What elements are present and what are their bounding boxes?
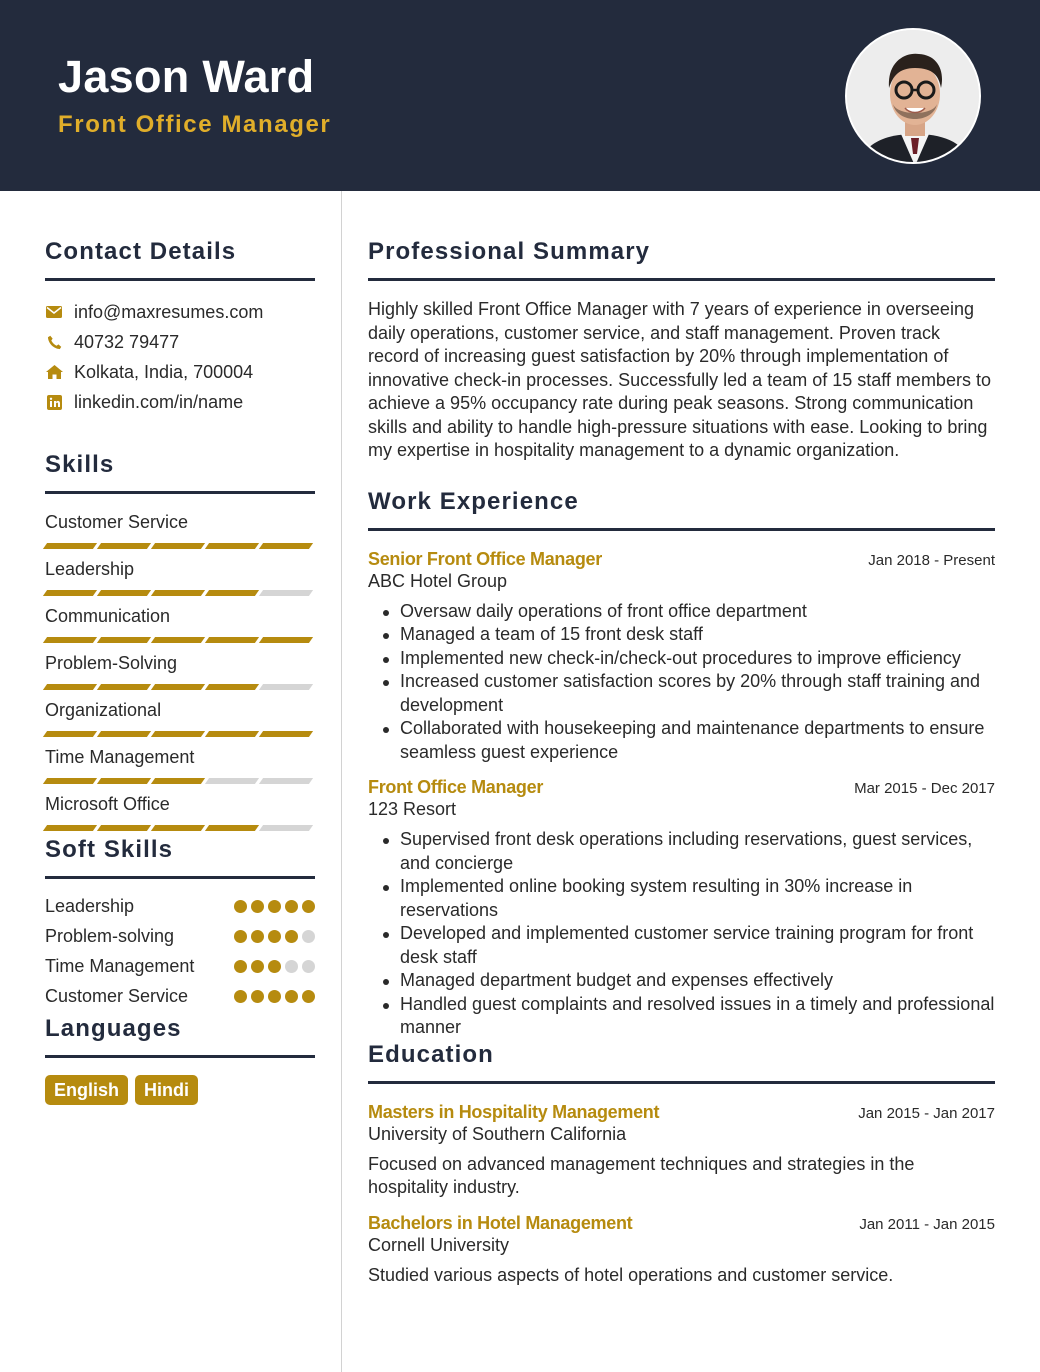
envelope-icon — [45, 303, 63, 321]
language-badge: English — [45, 1075, 128, 1105]
skill-level-segment — [97, 543, 151, 549]
languages-section — [45, 1014, 315, 1105]
skill-level-segment — [205, 637, 259, 643]
job-bullet: Implemented online booking system resulting in 30% increase in reservations — [368, 875, 995, 922]
skill-level-segment — [259, 825, 313, 831]
skill-level-segment — [151, 637, 205, 643]
section-rule — [45, 278, 315, 281]
skill-level-segment — [259, 590, 313, 596]
skill-item — [45, 558, 315, 596]
contact-email-text: info@maxresumes.com — [74, 301, 264, 322]
soft-skill-name: Customer Service — [45, 986, 189, 1006]
skill-level-segment — [259, 731, 313, 737]
soft-skills-heading: Soft Skills — [45, 836, 174, 863]
education-date: Jan 2011 - Jan 2015 — [859, 1215, 995, 1233]
skill-level-bar — [45, 731, 315, 737]
skills-heading: Skills — [45, 451, 115, 478]
soft-skill-rating — [230, 930, 315, 943]
job-date: Mar 2015 - Dec 2017 — [854, 780, 995, 797]
skills-section — [45, 450, 315, 831]
skill-level-segment — [97, 590, 151, 596]
skill-level-segment — [259, 684, 313, 690]
section-rule — [45, 491, 315, 494]
skill-item — [45, 511, 315, 549]
soft-skill-item — [45, 925, 315, 948]
summary-section — [368, 237, 995, 463]
job-bullet: Managed department budget and expenses effectively — [368, 969, 995, 993]
skill-level-segment — [97, 684, 151, 690]
contact-email[interactable] — [45, 297, 315, 327]
rating-dot — [268, 900, 281, 913]
summary-text: Highly skilled Front Office Manager with 7 years of experience in overseeing daily operations, customer service, and staff management. Proven track record of increasing guest satisfaction by 20% through implementation of innovative check-in processes. Successfully led a team of 15 staff members to achieve a 95% occupancy rate during peak seasons. Strong communication skills and ability to handle high-pressure situations with ease. Looking to bring my expertise in hospitality management to a dynamic organization. — [368, 299, 991, 460]
job-bullet: Supervised front desk operations including reservations, guest services, and concierge — [368, 828, 995, 875]
skill-level-bar — [45, 543, 315, 549]
skill-name: Organizational — [45, 700, 162, 720]
skill-level-bar — [45, 778, 315, 784]
job-role: Senior Front Office Manager — [368, 548, 602, 569]
rating-dot — [268, 990, 281, 1003]
contact-phone-text: 40732 79477 — [74, 331, 180, 352]
skill-item — [45, 652, 315, 690]
experience-section — [368, 487, 995, 1040]
soft-skill-name: Leadership — [45, 896, 135, 916]
skill-level-segment — [151, 731, 205, 737]
rating-dot — [268, 930, 281, 943]
skill-name: Time Management — [45, 747, 195, 767]
skill-level-segment — [205, 825, 259, 831]
rating-dot — [302, 900, 315, 913]
skill-level-segment — [43, 543, 97, 549]
skill-level-segment — [205, 778, 259, 784]
education-description: Studied various aspects of hotel operations and customer service. — [368, 1264, 894, 1285]
rating-dot — [234, 960, 247, 973]
rating-dot — [251, 930, 264, 943]
job-entry — [368, 776, 995, 1040]
job-entry — [368, 548, 995, 765]
job-bullet: Collaborated with housekeeping and maintenance departments to ensure seamless guest experience — [368, 717, 995, 764]
job-bullet: Developed and implemented customer service training program for front desk staff — [368, 922, 995, 969]
skill-level-segment — [97, 637, 151, 643]
job-bullet: Managed a team of 15 front desk staff — [368, 623, 995, 647]
soft-skill-rating — [230, 990, 315, 1003]
skill-level-segment — [205, 543, 259, 549]
summary-heading: Professional Summary — [368, 238, 651, 265]
job-header — [368, 776, 995, 798]
skill-level-segment — [259, 778, 313, 784]
contact-heading: Contact Details — [45, 238, 237, 265]
skill-level-segment — [151, 825, 205, 831]
job-bullet: Oversaw daily operations of front office department — [368, 600, 995, 624]
job-bullet: Implemented new check-in/check-out procedures to improve efficiency — [368, 647, 995, 671]
rating-dot — [285, 990, 298, 1003]
contact-linkedin-text: linkedin.com/in/name — [74, 391, 244, 412]
skill-level-segment — [43, 825, 97, 831]
soft-skill-rating — [230, 900, 315, 913]
skill-level-segment — [205, 684, 259, 690]
language-badge: Hindi — [135, 1075, 198, 1105]
skill-name: Communication — [45, 606, 171, 626]
job-role: Front Office Manager — [368, 777, 544, 797]
skill-level-segment — [97, 731, 151, 737]
phone-icon — [45, 333, 63, 351]
rating-dot — [285, 960, 298, 973]
rating-dot — [285, 900, 298, 913]
skill-level-segment — [205, 731, 259, 737]
job-bullet: Handled guest complaints and resolved issues in a timely and professional manner — [368, 993, 995, 1040]
skill-level-bar — [45, 590, 315, 596]
contact-linkedin[interactable] — [45, 387, 315, 417]
education-header — [368, 1212, 995, 1234]
soft-skill-item — [45, 895, 315, 918]
education-entry — [368, 1212, 995, 1288]
section-rule — [45, 1055, 315, 1058]
soft-skill-item — [45, 955, 315, 978]
section-rule — [368, 1081, 995, 1084]
skill-level-segment — [43, 637, 97, 643]
education-degree: Masters in Hospitality Management — [368, 1101, 660, 1122]
job-header — [368, 548, 995, 570]
skill-level-segment — [43, 778, 97, 784]
skill-level-segment — [259, 543, 313, 549]
contact-address-text: Kolkata, India, 700004 — [74, 361, 254, 382]
skill-level-segment — [259, 637, 313, 643]
skill-level-segment — [43, 684, 97, 690]
sidebar — [45, 191, 315, 1105]
rating-dot — [268, 960, 281, 973]
resume-header — [0, 0, 1040, 191]
education-degree: Bachelors in Hotel Management — [368, 1212, 633, 1233]
contact-phone[interactable] — [45, 327, 315, 357]
skill-level-segment — [151, 543, 205, 549]
contact-section — [45, 237, 315, 417]
education-school: Cornell University — [368, 1234, 510, 1255]
rating-dot — [251, 960, 264, 973]
soft-skills-section — [45, 835, 315, 1008]
skill-level-segment — [43, 590, 97, 596]
soft-skill-item — [45, 985, 315, 1008]
skill-name: Microsoft Office — [45, 794, 170, 814]
section-rule — [368, 278, 995, 281]
skill-level-segment — [97, 778, 151, 784]
skill-level-bar — [45, 637, 315, 643]
job-date: Jan 2018 - Present — [868, 551, 995, 569]
skill-item — [45, 699, 315, 737]
job-company: 123 Resort — [368, 799, 457, 819]
skill-name: Customer Service — [45, 512, 189, 532]
skill-level-segment — [151, 590, 205, 596]
profile-photo — [845, 28, 981, 164]
education-section — [368, 1040, 995, 1288]
education-entry — [368, 1101, 995, 1200]
rating-dot — [302, 990, 315, 1003]
skill-item — [45, 605, 315, 643]
rating-dot — [302, 960, 315, 973]
rating-dot — [251, 900, 264, 913]
education-description: Focused on advanced management techniques and strategies in the hospitality industry. — [368, 1153, 915, 1197]
skill-name: Leadership — [45, 559, 135, 579]
experience-heading: Work Experience — [368, 487, 579, 515]
rating-dot — [234, 930, 247, 943]
contact-address — [45, 357, 315, 387]
soft-skill-name: Time Management — [45, 956, 195, 976]
rating-dot — [234, 990, 247, 1003]
job-bullets — [368, 600, 995, 765]
rating-dot — [234, 900, 247, 913]
languages-heading: Languages — [45, 1015, 182, 1042]
skill-level-segment — [205, 590, 259, 596]
section-rule — [45, 876, 315, 879]
candidate-title: Front Office Manager — [58, 111, 332, 138]
section-rule — [368, 528, 995, 531]
linkedin-icon — [45, 393, 63, 411]
rating-dot — [251, 990, 264, 1003]
rating-dot — [285, 930, 298, 943]
skill-level-segment — [151, 778, 205, 784]
education-school: University of Southern California — [368, 1123, 627, 1144]
skill-item — [45, 746, 315, 784]
job-bullet: Increased customer satisfaction scores by 20% through staff training and development — [368, 670, 995, 717]
skill-name: Problem-Solving — [45, 653, 178, 673]
job-company: ABC Hotel Group — [368, 570, 508, 591]
soft-skill-name: Problem-solving — [45, 926, 175, 946]
skill-level-bar — [45, 825, 315, 831]
skill-item — [45, 793, 315, 831]
skill-level-bar — [45, 684, 315, 690]
skill-level-segment — [43, 731, 97, 737]
soft-skill-rating — [230, 960, 315, 973]
skill-level-segment — [97, 825, 151, 831]
rating-dot — [302, 930, 315, 943]
skill-level-segment — [151, 684, 205, 690]
education-header — [368, 1101, 995, 1123]
main-content — [368, 191, 995, 1287]
candidate-name: Jason Ward — [58, 51, 315, 102]
home-icon — [45, 363, 63, 381]
education-heading: Education — [368, 1040, 494, 1068]
column-divider — [341, 191, 342, 1372]
education-date: Jan 2015 - Jan 2017 — [858, 1104, 995, 1122]
job-bullets — [368, 828, 995, 1040]
